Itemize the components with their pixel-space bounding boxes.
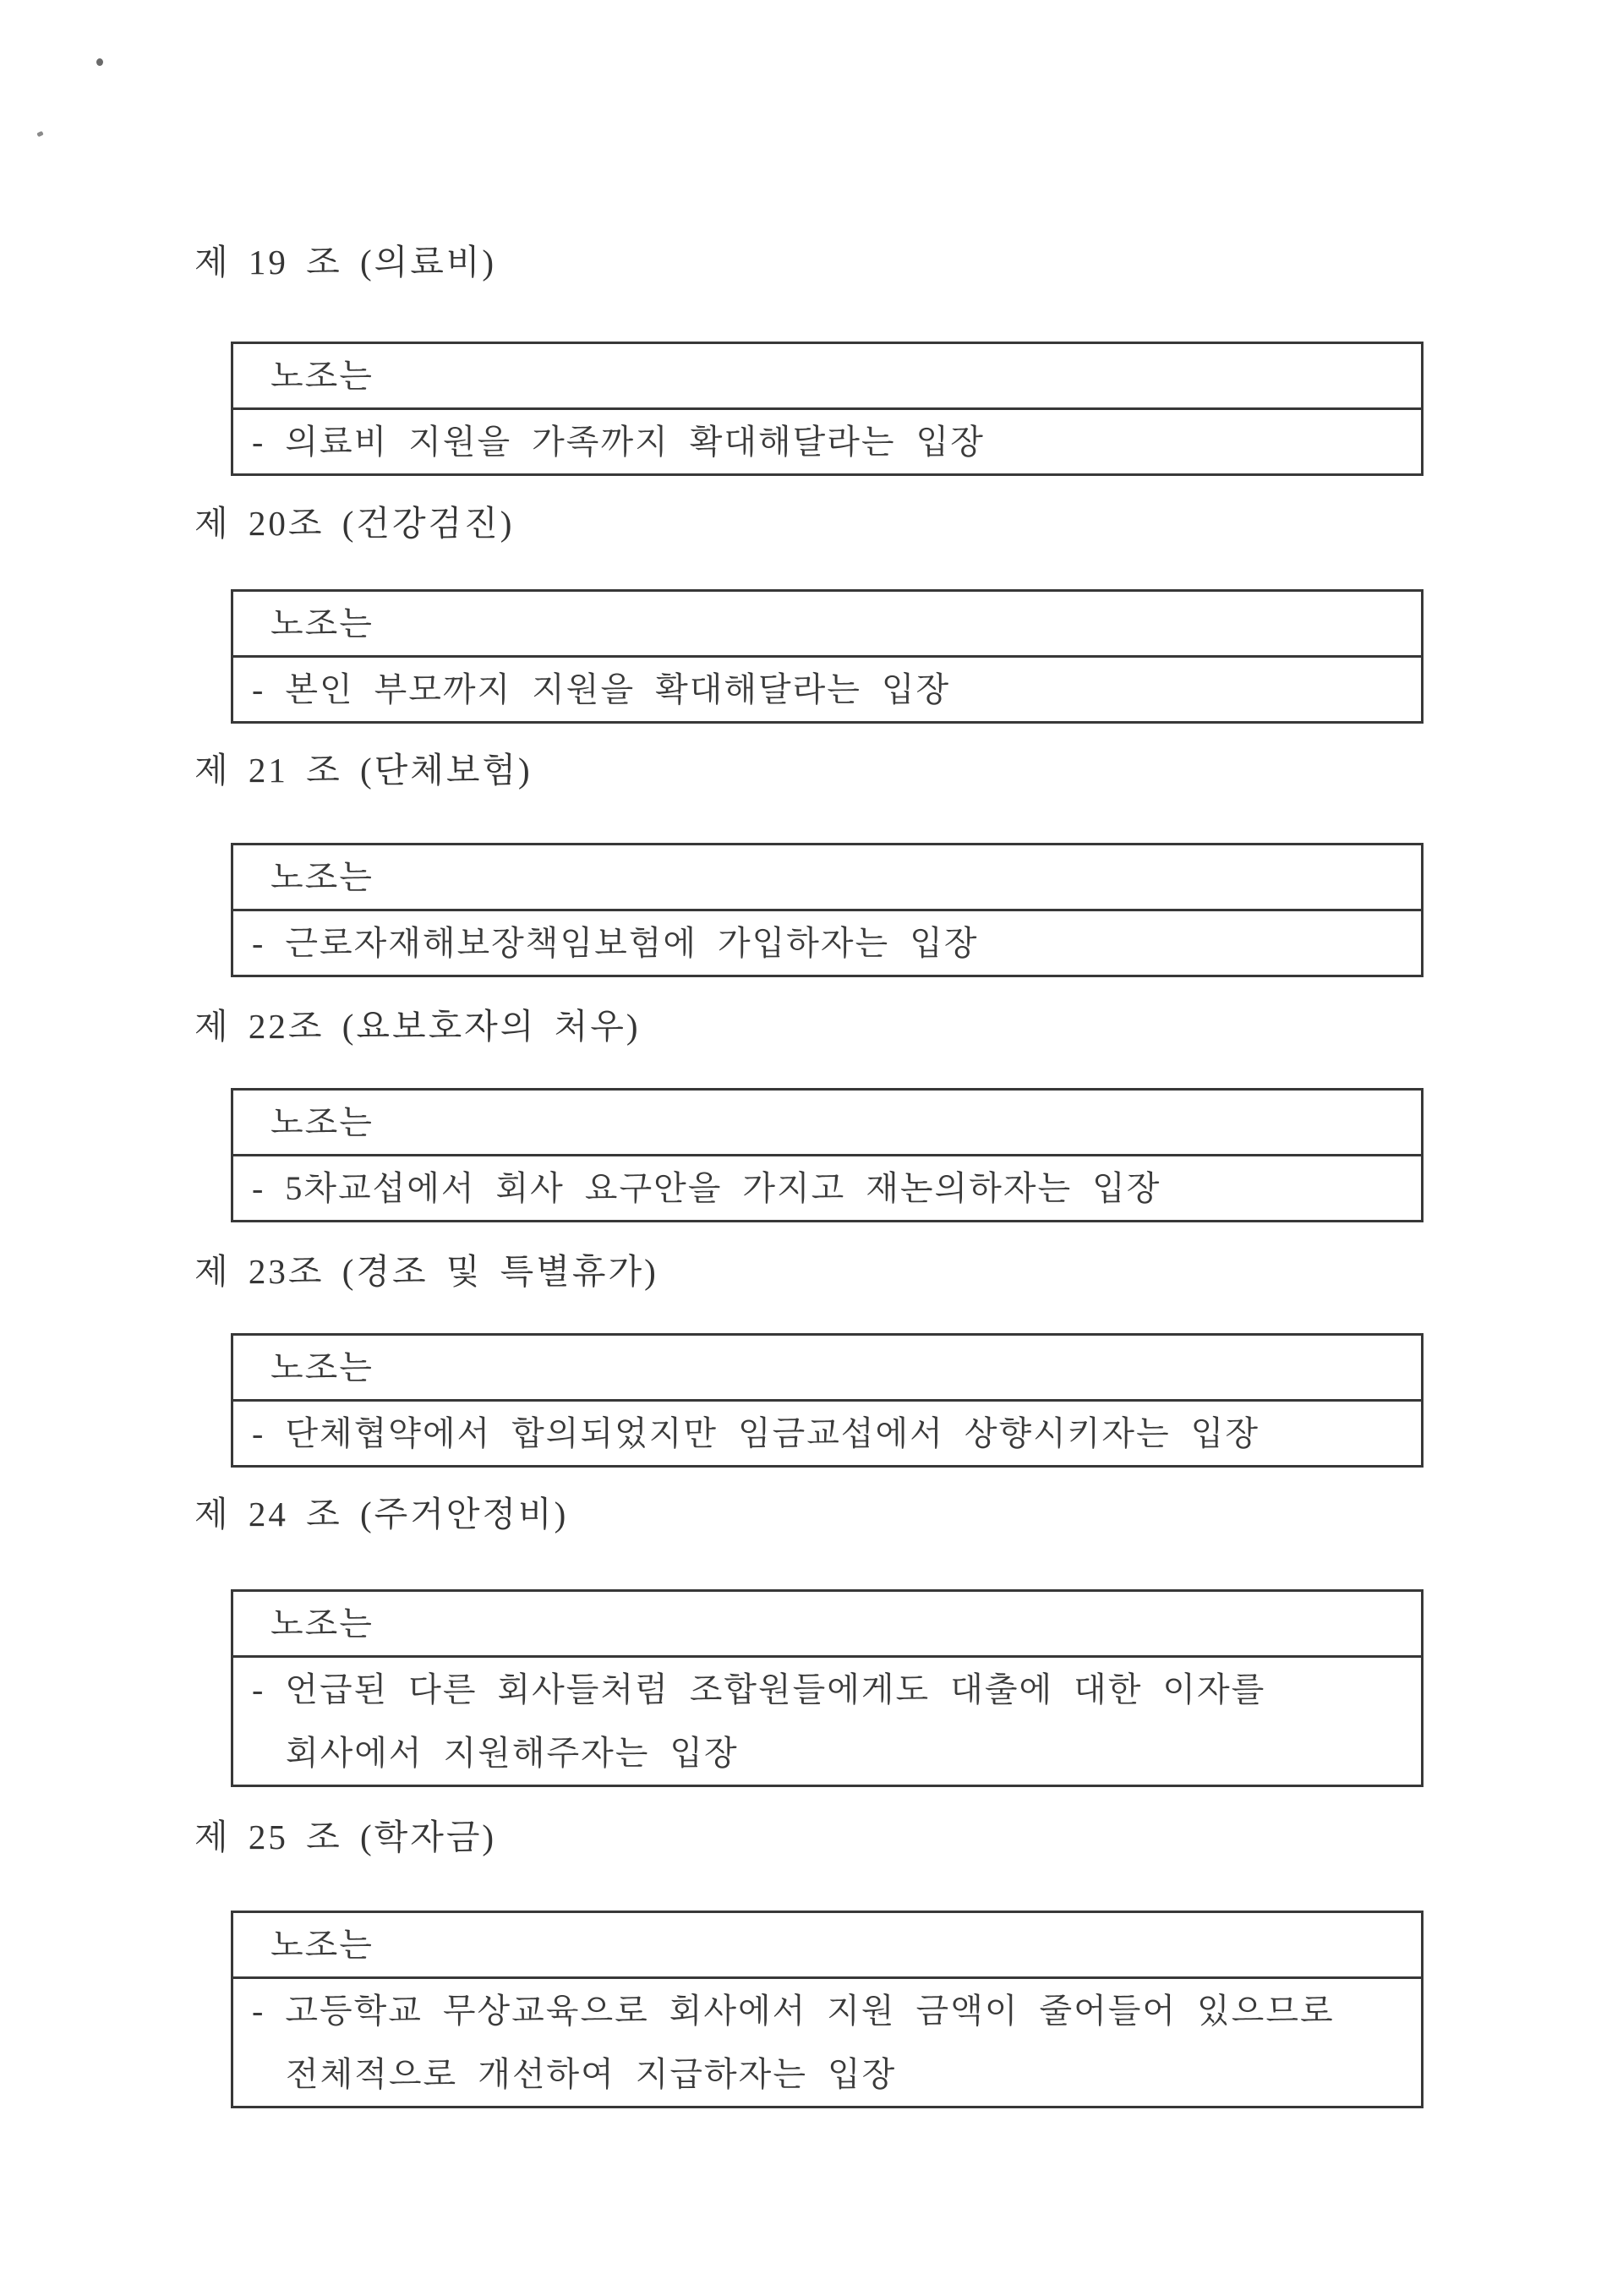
table-content-row — [233, 1658, 1421, 1785]
article-24-union-position-table — [231, 1589, 1424, 1787]
table-header-label: 노조는 — [270, 604, 374, 642]
position-line: - 단체협약에서 합의되었지만 임금교섭에서 상향시키자는 입장 — [252, 1414, 1260, 1452]
article-19-union-position-table — [231, 342, 1424, 476]
position-line: - 의료비 지원을 가족까지 확대해달라는 입장 — [252, 423, 985, 461]
article-21-heading: 제 21 조 (단체보험) — [194, 751, 533, 790]
table-header-label: 노조는 — [270, 357, 374, 395]
position-line: - 5차교섭에서 회사 요구안을 가지고 재논의하자는 입장 — [252, 1169, 1161, 1207]
table-header-label: 노조는 — [270, 1604, 374, 1643]
article-24-heading: 제 24 조 (주거안정비) — [194, 1495, 569, 1533]
table-content-row — [233, 1156, 1421, 1220]
article-21-union-position-table — [231, 843, 1424, 977]
table-header-label: 노조는 — [270, 1926, 374, 1964]
scan-speck — [96, 58, 103, 66]
table-content-row — [233, 1979, 1421, 2106]
article-20-heading: 제 20조 (건강검진) — [194, 504, 515, 543]
table-header-row — [233, 592, 1421, 658]
table-content-row — [233, 1402, 1421, 1465]
article-25-heading: 제 25 조 (학자금) — [194, 1818, 497, 1856]
position-line: - 근로자재해보장책임보험에 가입하자는 입장 — [252, 924, 979, 962]
position-line: 전체적으로 개선하여 지급하자는 입장 — [286, 2055, 897, 2093]
table-content-row — [233, 410, 1421, 473]
position-line: - 언급된 다른 회사들처럼 조합원들에게도 대출에 대한 이자를 — [252, 1670, 1266, 1708]
table-content-row — [233, 658, 1421, 721]
table-header-row — [233, 1091, 1421, 1156]
article-19-heading: 제 19 조 (의료비) — [194, 243, 497, 282]
table-header-label: 노조는 — [270, 1103, 374, 1141]
table-header-row — [233, 1336, 1421, 1402]
article-23-heading: 제 23조 (경조 및 특별휴가) — [194, 1252, 658, 1291]
table-header-label: 노조는 — [270, 858, 374, 896]
position-line: - 고등학교 무상교육으로 회사에서 지원 금액이 줄어들어 있으므로 — [252, 1992, 1335, 2030]
position-line: - 본인 부모까지 지원을 확대해달라는 입장 — [252, 670, 951, 708]
article-23-union-position-table — [231, 1333, 1424, 1468]
article-22-heading: 제 22조 (요보호자의 처우) — [194, 1007, 641, 1046]
table-content-row — [233, 911, 1421, 975]
table-header-label: 노조는 — [270, 1348, 374, 1386]
position-line: 회사에서 지원해주자는 입장 — [286, 1734, 739, 1772]
article-20-union-position-table — [231, 589, 1424, 724]
table-header-row — [233, 845, 1421, 911]
article-25-union-position-table — [231, 1911, 1424, 2108]
scan-speck — [36, 131, 43, 137]
article-22-union-position-table — [231, 1088, 1424, 1222]
table-header-row — [233, 344, 1421, 410]
table-header-row — [233, 1592, 1421, 1658]
table-header-row — [233, 1913, 1421, 1979]
